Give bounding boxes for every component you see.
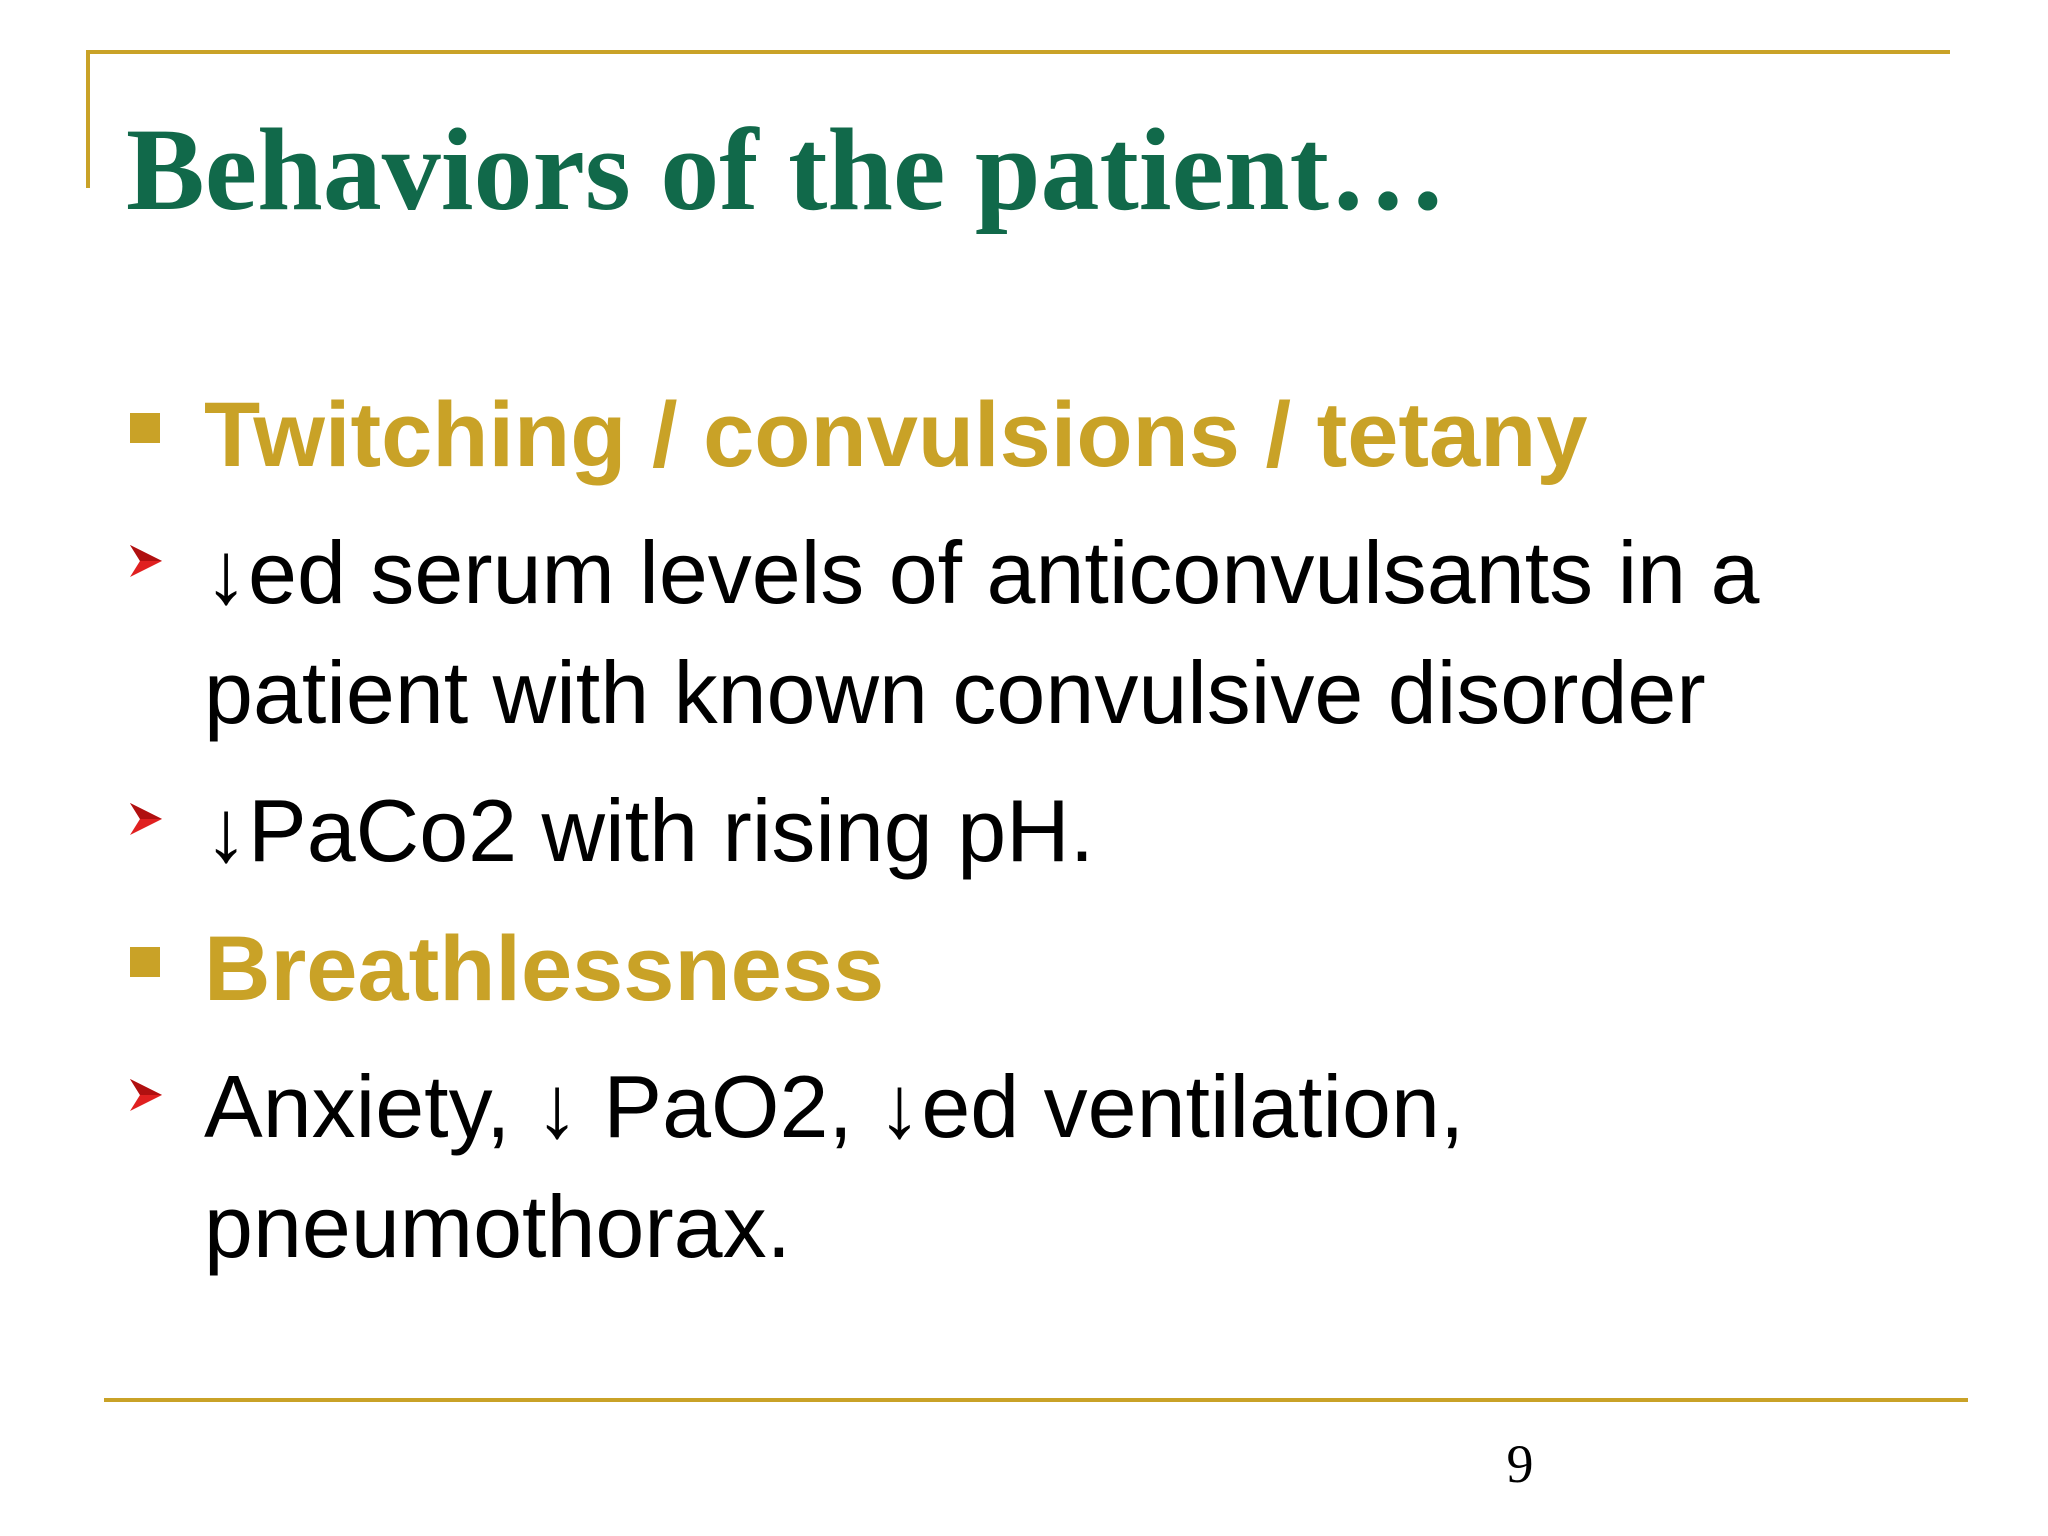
bullet-text: Breathlessness bbox=[204, 918, 885, 1020]
arrowhead-bullet-icon bbox=[126, 541, 166, 581]
top-frame-line bbox=[86, 50, 1950, 54]
sub-bullet-item bbox=[126, 1047, 1946, 1287]
arrowhead-bullet-icon bbox=[126, 799, 166, 839]
bullet-item bbox=[126, 375, 1946, 495]
bottom-frame-line bbox=[104, 1398, 1968, 1402]
sub-bullet-text: ↓PaCo2 with rising pH. bbox=[204, 781, 1095, 880]
bullet-item bbox=[126, 909, 1946, 1029]
left-frame-line bbox=[86, 50, 90, 188]
square-bullet-icon bbox=[130, 947, 160, 977]
page-number: 9 bbox=[1506, 1434, 1534, 1494]
square-bullet-icon bbox=[130, 413, 160, 443]
sub-bullet-text: Anxiety, ↓ PaO2, ↓ed ventilation, pneumothorax. bbox=[204, 1057, 1465, 1276]
sub-bullet-item bbox=[126, 771, 1946, 891]
sub-bullet-item bbox=[126, 513, 1946, 753]
arrowhead-bullet-icon bbox=[126, 1075, 166, 1115]
sub-bullet-text: ↓ed serum levels of anticonvulsants in a patient with known convulsive disorder bbox=[204, 523, 1760, 742]
slide-title: Behaviors of the patient… bbox=[126, 104, 1447, 235]
bullet-text: Twitching / convulsions / tetany bbox=[204, 384, 1588, 486]
bullet-list bbox=[126, 375, 1946, 1287]
